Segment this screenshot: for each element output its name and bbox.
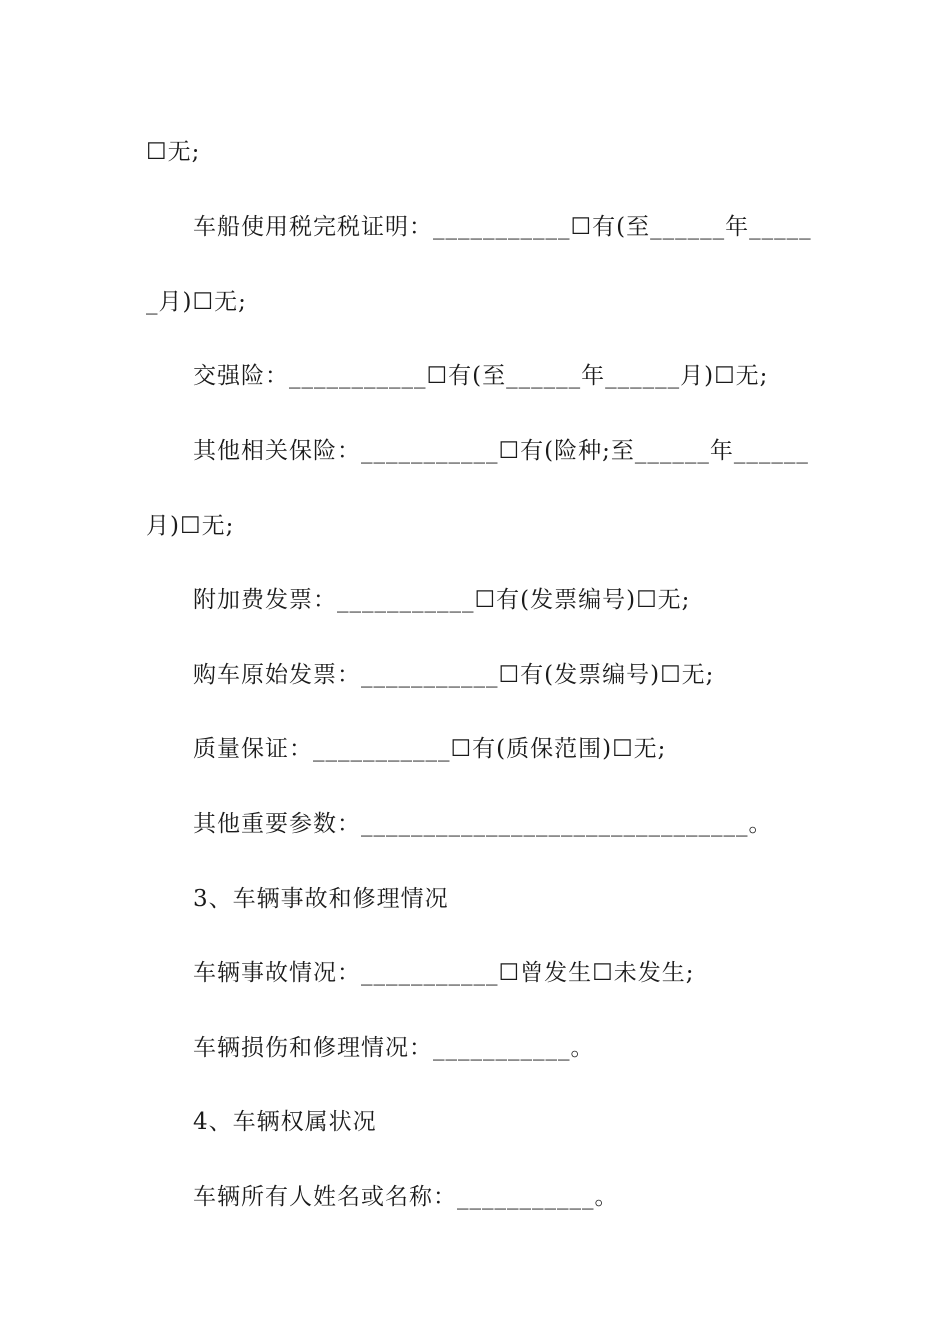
text-line-13: 车辆损伤和修理情况：___________。 <box>193 1035 595 1061</box>
text-line-8: 购车原始发票：___________☐有(发票编号)☐无; <box>193 662 715 688</box>
text-line-2: 车船使用税完税证明：___________☐有(至______年_____ <box>193 214 812 240</box>
text-line-1: ☐无; <box>146 139 201 165</box>
text-line-5: 其他相关保险：___________☐有(险种;至______年______ <box>193 438 809 464</box>
text-line-6: 月)☐无; <box>146 513 235 539</box>
text-line-4: 交强险：___________☐有(至______年______月)☐无; <box>193 363 769 389</box>
text-line-12: 车辆事故情况：___________☐曾发生☐未发生; <box>193 960 695 986</box>
text-line-3: _月)☐无; <box>146 289 247 315</box>
section-heading-3: 3、车辆事故和修理情况 <box>193 886 449 912</box>
text-line-9: 质量保证：___________☐有(质保范围)☐无; <box>193 736 667 762</box>
text-line-7: 附加费发票：___________☐有(发票编号)☐无; <box>193 587 691 613</box>
section-heading-4: 4、车辆权属状况 <box>193 1109 377 1135</box>
text-line-15: 车辆所有人姓名或名称：___________。 <box>193 1184 619 1210</box>
text-line-10: 其他重要参数：_______________________________。 <box>193 811 773 837</box>
